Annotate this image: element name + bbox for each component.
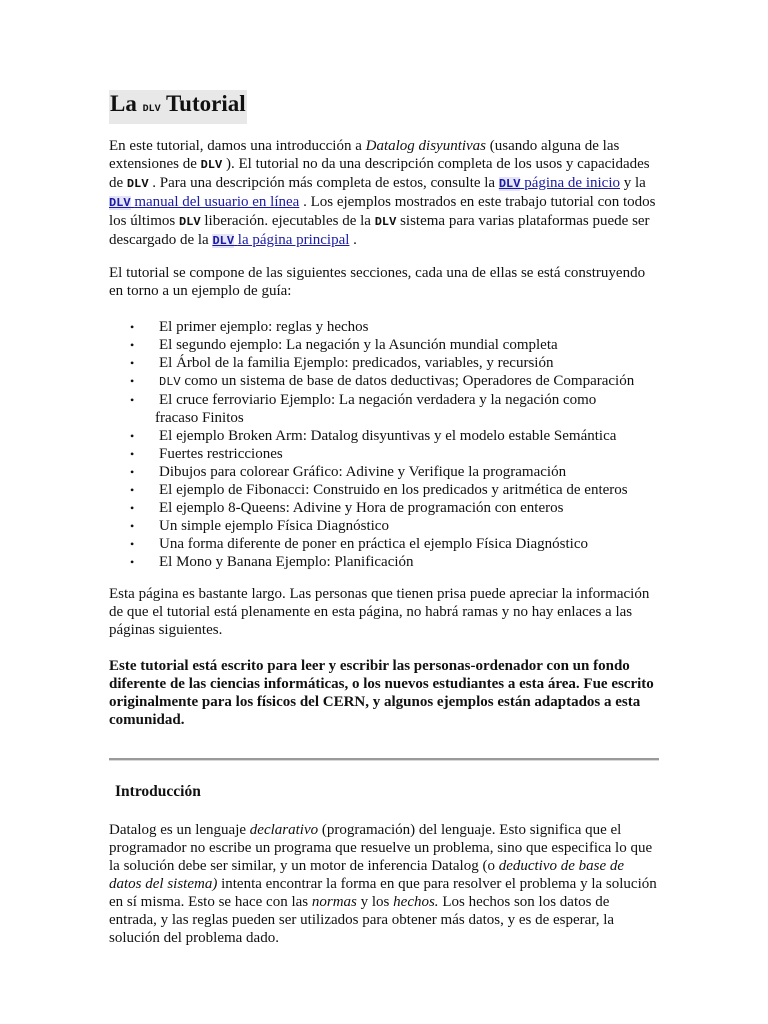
audience-note: Este tutorial está escrito para leer y escribir las personas-ordenador con un fondo diferente de las ciencias informáticas, o los nuevos estudiantes a esta área. Fue escrito originalmente para los físicos del CERN, y algunos ejemplos están adaptados a esta comunidad. [109, 658, 654, 728]
bullet-icon: • [130, 338, 135, 352]
horizontal-divider [109, 758, 659, 761]
bullet-icon: • [130, 465, 135, 479]
page-title: La DLV Tutorial [109, 90, 247, 124]
introduction-heading: Introducción [115, 783, 201, 800]
bullet-icon: • [130, 483, 135, 497]
bullet-icon: • [130, 501, 135, 515]
bullet-icon: • [130, 447, 135, 461]
bullet-icon: • [130, 320, 135, 334]
datalog-paragraph: Datalog es un lenguaje declarativo (programación) del lenguaje. Esto significa que el programador no escribe un programa que resuelve un problema, sino que especifica lo que la solución debe ser similar, y un motor de inferencia Datalog (o deductivo de base de datos del sistema) intenta encontrar la forma en que para resolver el problema y la solución en sí misma. Esto se hace con las normas y los hechos. Los hechos son los datos de entrada, y las reglas pueden ser utilizados para obtener más datos, y es de esperar, la solución del problema dado. [109, 822, 657, 946]
list-item: • El primer ejemplo: reglas y hechos [130, 319, 369, 335]
bullet-icon: • [130, 393, 135, 407]
list-item: • Fuertes restricciones [130, 446, 283, 462]
dlv-manual-link[interactable]: DLV manual del usuario en línea [109, 194, 300, 210]
sections-intro-paragraph: El tutorial se compone de las siguientes secciones, cada una de ellas se está construyendo en torno a un ejemplo de guía: [109, 265, 646, 299]
list-item: • Dibujos para colorear Gráfico: Adivine y Verifique la programación [130, 464, 567, 480]
list-item: • Una forma diferente de poner en práctica el ejemplo Física Diagnóstico [130, 536, 588, 552]
page-length-note: Esta página es bastante largo. Las personas que tienen prisa puede apreciar la información de que el tutorial está plenamente en esta página, no habrá ramas y no hay enlaces a las páginas siguientes. [109, 586, 650, 638]
bullet-icon: • [130, 374, 135, 388]
bullet-icon: • [130, 537, 135, 551]
list-item: • El ejemplo de Fibonacci: Construido en los predicados y aritmética de enteros [130, 482, 628, 498]
list-item: • El cruce ferroviario Ejemplo: La negación verdadera y la negación como fracaso Finitos [130, 392, 597, 426]
list-item: • Un simple ejemplo Física Diagnóstico [130, 518, 389, 534]
list-item: • El Mono y Banana Ejemplo: Planificación [130, 554, 414, 570]
list-item: • DLV como un sistema de base de datos deductivas; Operadores de Comparación [130, 373, 635, 389]
list-item: • El segundo ejemplo: La negación y la Asunción mundial completa [130, 337, 558, 353]
bullet-icon: • [130, 429, 135, 443]
list-item: • El ejemplo 8-Queens: Adivine y Hora de programación con enteros [130, 500, 564, 516]
bullet-icon: • [130, 555, 135, 569]
bullet-icon: • [130, 356, 135, 370]
dlv-main-page-link[interactable]: DLV la página principal [212, 232, 350, 248]
intro-paragraph: En este tutorial, damos una introducción a Datalog disyuntivas (usando alguna de las extensiones de DLV ). El tutorial no da una descripción completa de los usos y capacidades de DLV . Para una descripción más completa de estos, consulte la DLV página de inicio y la DLV manual del usuario en línea . Los ejemplos mostrados en este trabajo tutorial con todos los últimos DLV liberación. ejecutables de la DLV sistema para varias plataformas puede ser descargado de la DLV la página principal . [109, 138, 656, 248]
list-item: • El Árbol de la familia Ejemplo: predicados, variables, y recursión [130, 355, 554, 371]
list-item: • El ejemplo Broken Arm: Datalog disyuntivas y el modelo estable Semántica [130, 428, 617, 444]
section-list [109, 318, 649, 571]
bullet-icon: • [130, 519, 135, 533]
dlv-homepage-link[interactable]: DLV página de inicio [498, 175, 621, 191]
